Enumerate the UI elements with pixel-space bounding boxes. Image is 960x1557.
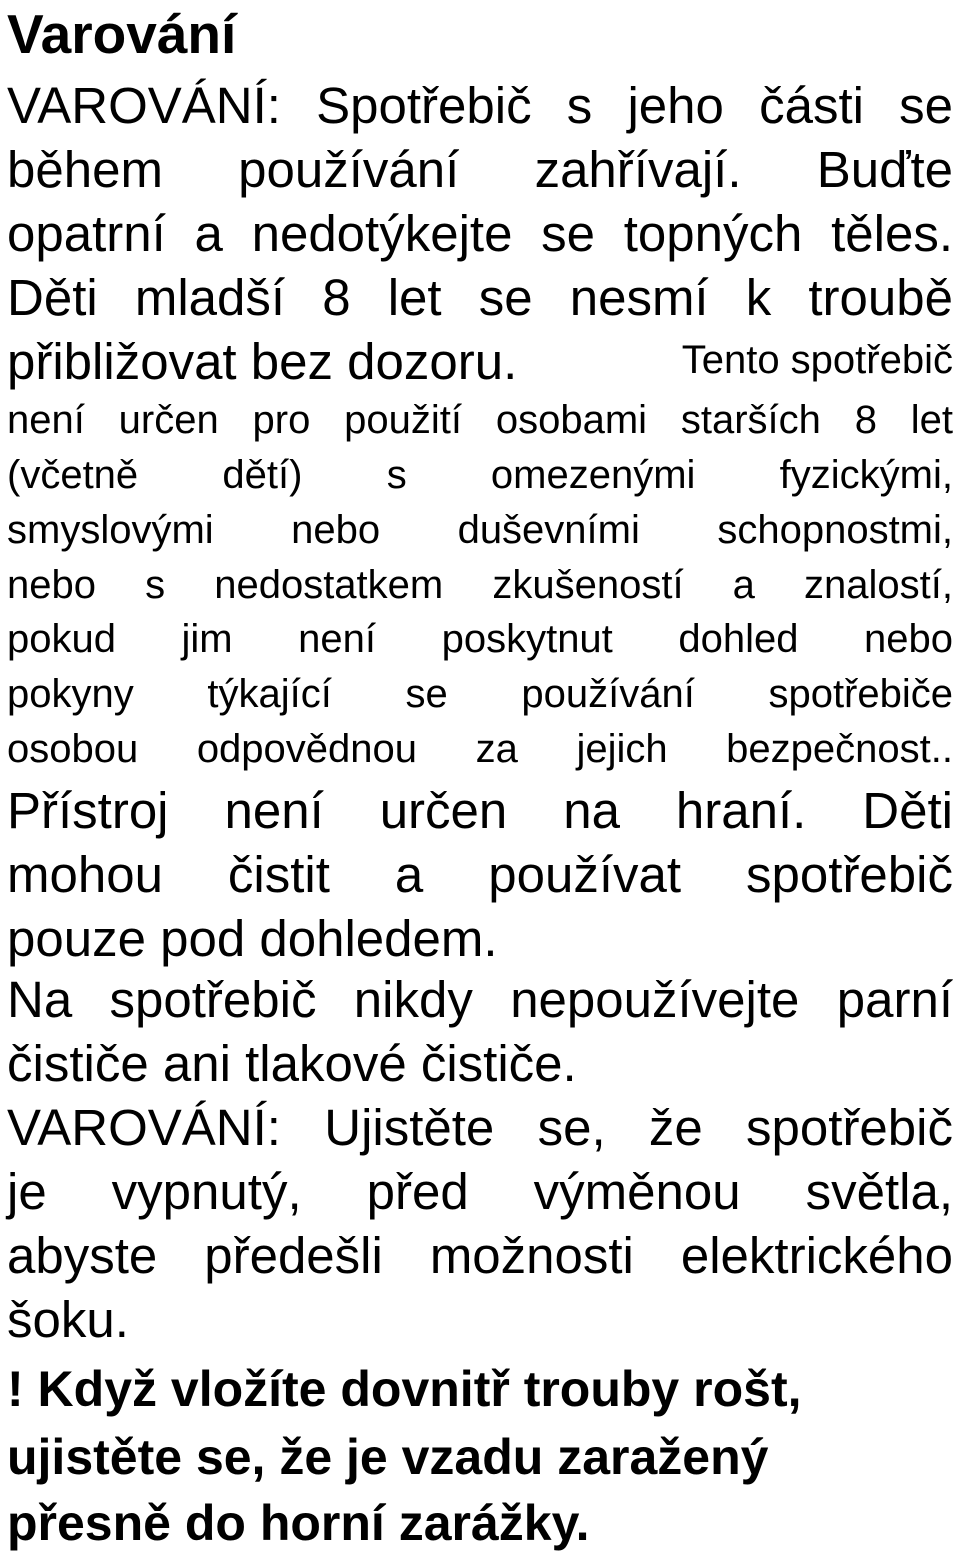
notice-line: přesně do horní zarážky. xyxy=(7,1495,590,1551)
text-line: Na spotřebič nikdy nepoužívejte parní xyxy=(7,971,953,1028)
text-line: VAROVÁNÍ: Ujistěte se, že spotřebič xyxy=(7,1099,953,1156)
text-line: (včetně dětí) s omezenými fyzickými, xyxy=(7,453,953,497)
text-line: není určen pro použití osobami starších 8 let xyxy=(7,398,953,442)
text-line: šoku. xyxy=(7,1291,129,1348)
text-line: Přístroj není určen na hraní. Děti xyxy=(7,782,953,839)
text-line: během používání zahřívají. Buďte xyxy=(7,141,953,198)
notice-line: ! Když vložíte dovnitř trouby rošt, xyxy=(7,1361,802,1417)
text-line: čističe ani tlakové čističe. xyxy=(7,1035,577,1092)
text-line: pouze pod dohledem. xyxy=(7,910,498,967)
text-line: přibližovat bez dozoru. xyxy=(7,333,518,390)
text-line: opatrní a nedotýkejte se topných těles. xyxy=(7,205,953,262)
notice-line: ujistěte se, že je vzadu zaražený xyxy=(7,1429,769,1485)
text-line: Tento spotřebič xyxy=(681,338,953,382)
text-line: mohou čistit a používat spotřebič xyxy=(7,846,953,903)
text-line: je vypnutý, před výměnou světla, xyxy=(7,1163,953,1220)
text-line: VAROVÁNÍ: Spotřebič s jeho části se xyxy=(7,77,953,134)
text-line: Děti mladší 8 let se nesmí k troubě xyxy=(7,269,953,326)
text-line: pokud jim není poskytnut dohled nebo xyxy=(7,617,953,661)
text-line: nebo s nedostatkem zkušeností a znalostí, xyxy=(7,563,953,607)
text-line: smyslovými nebo duševními schopnostmi, xyxy=(7,508,953,552)
text-line: osobou odpovědnou za jejich bezpečnost.. xyxy=(7,727,953,771)
text-line: pokyny týkající se používání spotřebiče xyxy=(7,672,953,716)
page-title: Varování xyxy=(7,3,237,65)
text-line: abyste předešli možnosti elektrického xyxy=(7,1227,953,1284)
